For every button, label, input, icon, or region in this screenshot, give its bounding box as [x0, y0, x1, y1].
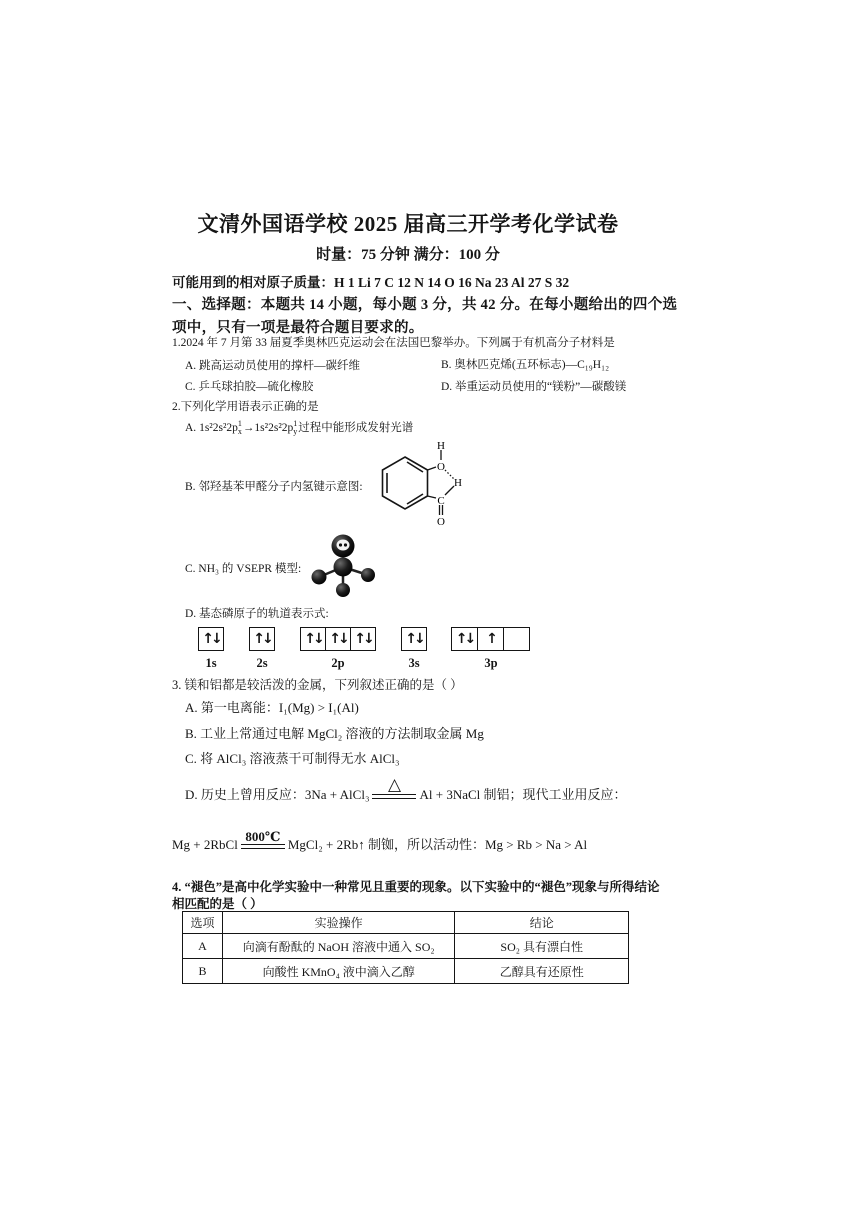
equation-left: Mg + 2RbCl [172, 837, 238, 852]
q1-option-b: B. 奥林匹克烯(五环标志)—C₁₉H₁₂ [441, 359, 610, 371]
q3-option-d-line2 [172, 828, 588, 853]
hydrogen-atom-right [361, 568, 375, 582]
q4-stem-line1: 4. “褪色”是高中化学实验中一种常见且重要的现象。以下实验中的“褪色”现象与所得结论 [172, 880, 660, 894]
lone-pair [332, 535, 355, 558]
table-header: 选项 [183, 912, 223, 934]
q3-option-b: B. 工业上常通过电解 MgCl₂ 溶液的方法制取金属 Mg [185, 726, 484, 741]
table-cell: A [183, 934, 223, 959]
atom-c: C [437, 495, 445, 507]
electron-config-left: 1s²2s²2p [199, 422, 238, 434]
orbital-index-right [293, 420, 297, 436]
atom-o-top: O [437, 461, 445, 473]
orbital-box-2p-1: ↑↓ [300, 627, 326, 651]
q1-stem: 1.2024 年 7 月第 33 届夏季奥林匹克运动会在法国巴黎举办。下列属于有机高分子材料是 [172, 337, 615, 349]
q2-option-c: C. NH₃ 的 VSEPR 模型: [185, 563, 302, 575]
orbital-box-3p-1: ↑↓ [451, 627, 478, 651]
atom-h-top: H [437, 440, 445, 452]
q2-stem: 2.下列化学用语表示正确的是 [172, 401, 319, 413]
q1-option-a: A. 跳高运动员使用的撑杆—碳纤维 [185, 360, 361, 372]
subscript: y [293, 427, 298, 437]
q2-option-a [185, 419, 413, 436]
q3-stem: 3. 镁和铝都是较活泼的金属，下列叙述正确的是（ ） [172, 678, 463, 692]
arrow: → [242, 422, 255, 434]
atomic-masses: 可能用到的相对原子质量：H 1 Li 7 C 12 N 14 O 16 Na 23 Al 27 S 32 [172, 275, 570, 290]
table-header: 实验操作 [222, 912, 454, 934]
equation-right: MgCl₂ + 2Rb↑ 制铷，所以活动性：Mg > Rb > Na > Al [287, 837, 588, 852]
orbital-box-2s: ↑↓ [249, 627, 275, 651]
orbital-label-1s: 1s [205, 656, 217, 670]
orbital-index-left [238, 420, 242, 436]
benzene-ring [383, 457, 428, 509]
exam-title: 文清外国语学校 2025 届高三开学考化学试卷 [197, 212, 619, 236]
q1-option-c: C. 乒乓球拍胶—硫化橡胶 [185, 381, 314, 393]
equation-right: Al + 3NaCl 制铝；现代工业用反应： [419, 787, 627, 802]
orbital-box-3s: ↑↓ [401, 627, 427, 651]
orbital-box-3p-3 [503, 627, 530, 651]
reaction-double-line [241, 828, 285, 849]
temperature-condition: 800℃ [245, 828, 281, 844]
table-cell: SO₂ 具有漂白性 [455, 934, 629, 959]
table-cell: 向酸性 KMnO₄ 液中滴入乙醇 [222, 959, 454, 984]
table-row [183, 959, 629, 984]
section-heading-line2: 项中，只有一项是最符合题目要求的。 [172, 320, 424, 336]
nh3-vsepr-model [300, 530, 386, 600]
q1-option-d: D. 举重运动员使用的“镁粉”—碳酸镁 [441, 381, 627, 393]
reaction-double-line [372, 774, 416, 799]
hydrogen-atom-bottom [336, 583, 350, 597]
equation-left: D. 历史上曾用反应：3Na + AlCl₃ [185, 787, 370, 802]
superscript: 1 [293, 419, 298, 429]
orbital-box-2p-3: ↑↓ [350, 627, 376, 651]
table-header: 结论 [455, 912, 629, 934]
orbital-box-3p-2: ↑ [477, 627, 504, 651]
hydrogen-bond-dotted-line [445, 470, 454, 479]
orbital-box-1s: ↑↓ [198, 627, 224, 651]
hydrogen-atom-left [312, 570, 327, 585]
orbital-label-2p: 2p [331, 656, 345, 670]
table-cell: B [183, 959, 223, 984]
option-label: A. [185, 422, 197, 434]
hydrogen-bond-diagram [372, 436, 472, 532]
orbital-label-2s: 2s [256, 656, 268, 670]
heating-condition: △ [387, 774, 402, 794]
central-nitrogen-atom [334, 558, 353, 577]
superscript: 1 [237, 419, 242, 429]
table-cell: 向滴有酚酞的 NaOH 溶液中通入 SO₂ [222, 934, 454, 959]
table-header-row [183, 912, 629, 934]
atom-o-bottom: O [437, 516, 445, 528]
table-cell: 乙醇具有还原性 [455, 959, 629, 984]
orbital-box-2p-2: ↑↓ [325, 627, 351, 651]
orbital-label-3s: 3s [408, 656, 420, 670]
exam-subtitle: 时量：75 分钟 满分：100 分 [316, 247, 500, 263]
q3-option-a: A. 第一电离能：I₁(Mg) > I₁(Al) [185, 700, 359, 715]
experiment-table [182, 911, 629, 984]
q3-option-c: C. 将 AlCl₃ 溶液蒸干可制得无水 AlCl₃ [185, 751, 400, 766]
q4-stem-line2: 相匹配的是（ ） [172, 897, 263, 911]
q2-option-d: D. 基态磷原子的轨道表示式: [185, 608, 329, 620]
section-heading-line1: 一、选择题：本题共 14 小题，每小题 3 分，共 42 分。在每小题给出的四个选 [172, 297, 678, 313]
q2-option-b: B. 邻羟基苯甲醛分子内氢键示意图: [185, 481, 363, 493]
option-tail: 过程中能形成发射光谱 [298, 422, 414, 434]
orbital-label-3p: 3p [484, 656, 498, 670]
subscript: x [237, 427, 242, 437]
electron-config-right: 1s²2s²2p [254, 422, 294, 434]
atom-h-right: H [454, 477, 462, 489]
table-row [183, 934, 629, 959]
q3-option-d-line1 [185, 774, 627, 803]
